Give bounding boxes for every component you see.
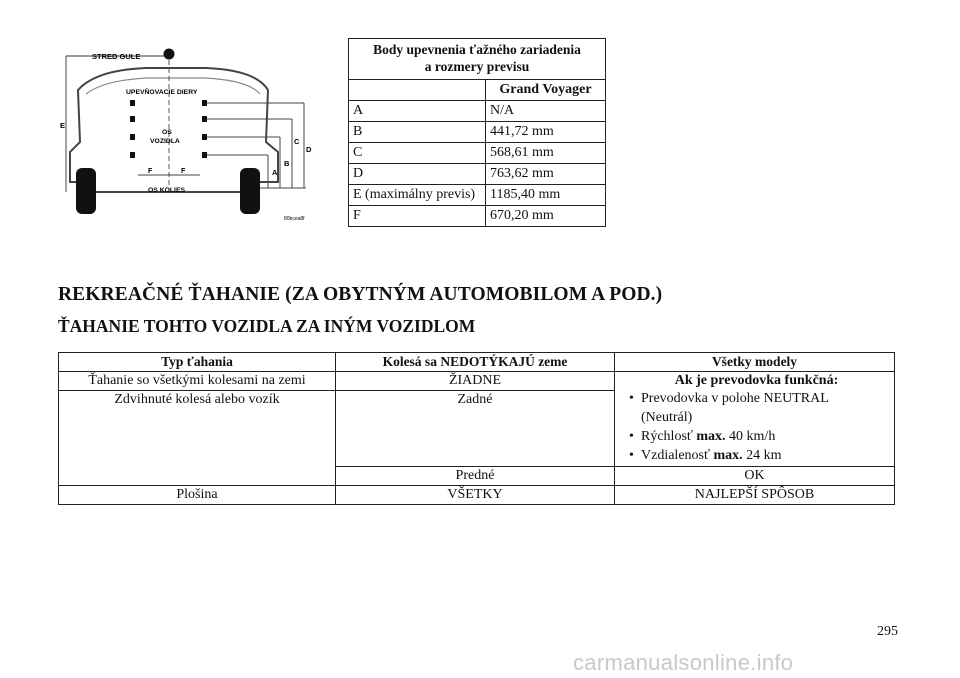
condition-speed: • Rýchlosť max. 40 km/h [641, 427, 890, 446]
towing-header-row [59, 353, 895, 372]
watermark: carmanualsonline.info [573, 650, 794, 675]
tow-type-cell: Zdvihnuté kolesá alebo vozík [59, 391, 336, 486]
dim-row [349, 122, 606, 143]
figure-code: 80bcea8f [284, 216, 305, 222]
label-d: D [306, 145, 312, 154]
dim-value: 1185,40 mm [486, 185, 606, 206]
dim-value: 763,62 mm [486, 164, 606, 185]
hitch-dimensions-table [348, 38, 606, 227]
dim-row [349, 164, 606, 185]
dim-column-header: Grand Voyager [486, 80, 606, 101]
towing-table [58, 352, 895, 505]
right-wheel [240, 168, 260, 214]
tow-type-cell: Ťahanie so všetkými kolesami na zemi [59, 372, 336, 391]
dim-row [349, 143, 606, 164]
label-vozidla: VOZIDLA [150, 138, 180, 145]
dim-caption-line2: a rozmery previsu [424, 59, 530, 74]
dim-header-row [349, 80, 606, 101]
left-wheel [76, 168, 96, 214]
dimension-leaders [66, 56, 306, 192]
conditions-title: Ak je prevodovka funkčná: [674, 373, 839, 388]
dim-key: D [349, 164, 486, 185]
label-f-right: F [181, 168, 186, 175]
label-os-kolies: OS KOLIES [148, 187, 186, 194]
conditions-list [623, 389, 890, 465]
header-wheels-off-ground: Kolesá sa NEDOTÝKAJÚ zeme [336, 353, 615, 372]
label-stred-gule: STRED GULE [92, 52, 141, 61]
tow-type-cell: Plošina [59, 486, 336, 505]
label-upevnovacie-diery: UPEVŇOVACIE DIERY [126, 89, 198, 96]
hitch-diagram-svg [56, 42, 318, 232]
label-c: C [294, 137, 300, 146]
condition-distance: • Vzdialenosť max. 24 km [641, 446, 890, 465]
header-tow-type: Typ ťahania [59, 353, 336, 372]
dim-key: C [349, 143, 486, 164]
label-os: OS [162, 129, 172, 136]
subsection-heading: ŤAHANIE TOHTO VOZIDLA ZA INÝM VOZIDLOM [58, 316, 476, 336]
label-b: B [284, 159, 290, 168]
dim-key: B [349, 122, 486, 143]
header-all-models: Všetky modely [615, 353, 895, 372]
dim-caption-line1: Body upevnenia ťažného zariadenia [373, 42, 581, 57]
label-e: E [60, 121, 66, 130]
page-number: 295 [877, 624, 898, 639]
dim-value: 568,61 mm [486, 143, 606, 164]
dim-row [349, 206, 606, 227]
dim-table-caption [349, 39, 606, 80]
dim-key: A [349, 101, 486, 122]
all-models-cell: OK [615, 467, 895, 486]
dim-key: E (maximálny previs) [349, 185, 486, 206]
section-heading: REKREAČNÉ ŤAHANIE (ZA OBYTNÝM AUTOMOBILOM A POD.) [58, 284, 663, 305]
wheels-cell: Predné [336, 467, 615, 486]
wheels-cell: Zadné [336, 391, 615, 467]
dim-row [349, 101, 606, 122]
dim-caption-row [349, 39, 606, 80]
condition-neutral: • Prevodovka v polohe NEUTRAL (Neutrál) [641, 389, 890, 427]
label-a: A [272, 168, 278, 177]
dim-value: 441,72 mm [486, 122, 606, 143]
conditions-cell [615, 372, 895, 467]
dim-row [349, 185, 606, 206]
wheels-cell: VŠETKY [336, 486, 615, 505]
table-row [59, 486, 895, 505]
dim-value: N/A [486, 101, 606, 122]
all-models-cell: NAJLEPŠÍ SPÔSOB [615, 486, 895, 505]
dim-key: F [349, 206, 486, 227]
dim-value: 670,20 mm [486, 206, 606, 227]
table-row [59, 372, 895, 391]
label-f-left: F [148, 168, 153, 175]
wheels-cell: ŽIADNE [336, 372, 615, 391]
hitch-ball-icon [164, 49, 175, 60]
hitch-diagram [56, 42, 318, 232]
